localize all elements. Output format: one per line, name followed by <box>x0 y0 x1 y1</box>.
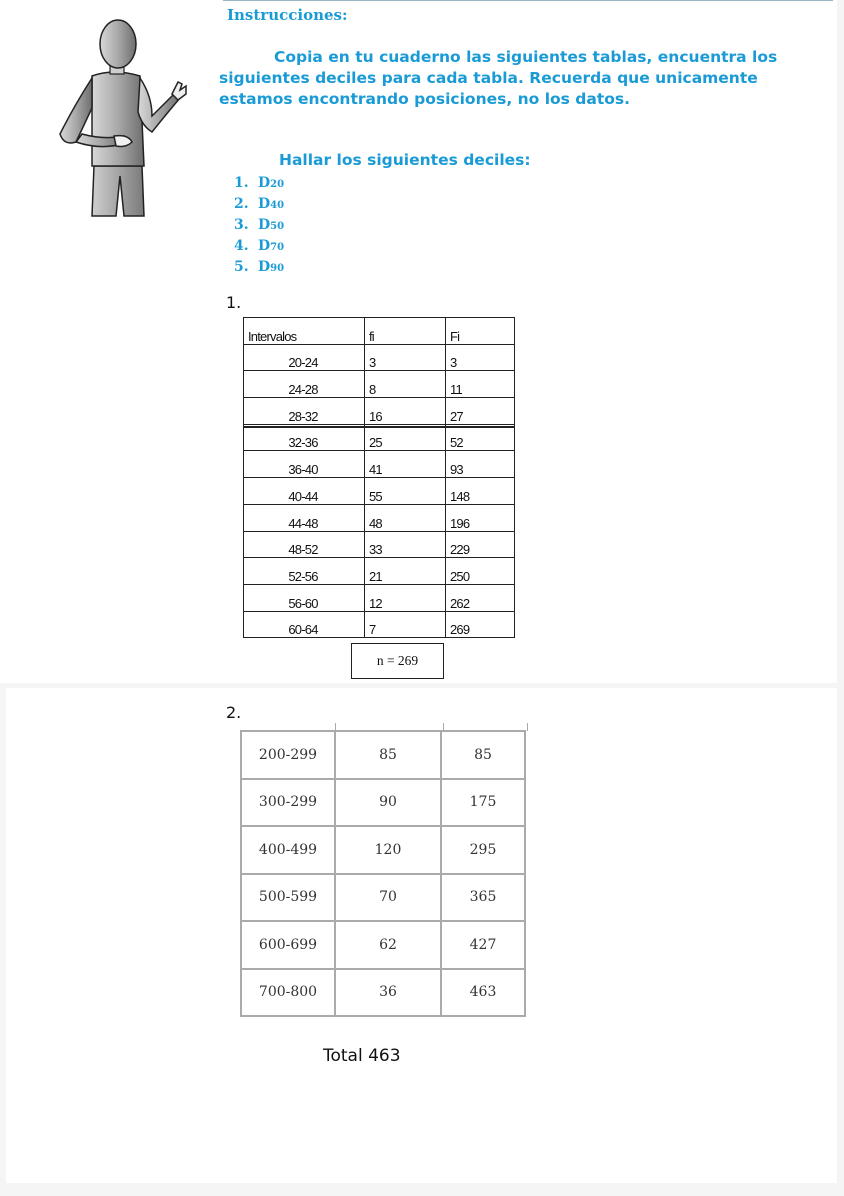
table-cell: 8 <box>365 371 446 398</box>
table-cell: 300-299 <box>241 779 335 827</box>
table-row <box>241 874 525 922</box>
table-cell: 41 <box>365 451 446 478</box>
table-cell: 60-64 <box>244 611 365 638</box>
table2-number: 2. <box>226 703 242 722</box>
table-cell: 600-699 <box>241 921 335 969</box>
table-row <box>244 371 515 398</box>
sample-size-box: n = 269 <box>351 643 444 679</box>
table-cell: 3 <box>365 344 446 371</box>
table-cell: 27 <box>446 398 515 425</box>
list-item: 2. D40 <box>234 196 285 212</box>
table-cell: 3 <box>446 344 515 371</box>
table-cell: 48-52 <box>244 531 365 558</box>
table-cell: 400-499 <box>241 826 335 874</box>
table-row <box>241 779 525 827</box>
table-cell: 269 <box>446 611 515 638</box>
list-item: 1. D20 <box>234 175 285 191</box>
list-item: 5. D90 <box>234 259 285 275</box>
header-rule <box>223 0 833 1</box>
table-row <box>244 398 515 425</box>
table-cell: 90 <box>335 779 441 827</box>
table-row <box>244 451 515 478</box>
list-item: 4. D70 <box>234 238 285 254</box>
table-cell: 196 <box>446 504 515 531</box>
table-cell: 36-40 <box>244 451 365 478</box>
table-row <box>241 731 525 779</box>
table-cell: 40-44 <box>244 478 365 505</box>
deciles-list <box>234 173 284 278</box>
table-cell: 11 <box>446 371 515 398</box>
table-cell: 700-800 <box>241 969 335 1017</box>
table-cell: 365 <box>441 874 525 922</box>
table-cell: 32-36 <box>244 424 365 451</box>
table-header: Fi <box>446 318 515 345</box>
table-tick <box>527 723 528 731</box>
table-row <box>244 504 515 531</box>
frequency-table-2 <box>240 730 526 1017</box>
table-header-row <box>244 318 515 345</box>
table-cell: 463 <box>441 969 525 1017</box>
table-cell: 33 <box>365 531 446 558</box>
table-cell: 85 <box>441 731 525 779</box>
table-row <box>244 558 515 585</box>
table-cell: 229 <box>446 531 515 558</box>
instructions-text: Copia en tu cuaderno las siguientes tablas, encuentra los siguientes deciles para cada tabla. Recuerda que unicamente estamos encontrando posiciones, no los datos. <box>219 48 778 108</box>
table-cell: 500-599 <box>241 874 335 922</box>
frequency-table-1 <box>243 317 515 638</box>
table-cell: 52-56 <box>244 558 365 585</box>
table-cell: 175 <box>441 779 525 827</box>
instructions-title: Instrucciones: <box>227 6 348 24</box>
table-cell: 48 <box>365 504 446 531</box>
table-row <box>244 478 515 505</box>
table-cell: 56-60 <box>244 584 365 611</box>
table-row <box>244 531 515 558</box>
table-cell: 120 <box>335 826 441 874</box>
teacher-figure-illustration <box>52 16 192 219</box>
table-cell: 36 <box>335 969 441 1017</box>
table-cell: 55 <box>365 478 446 505</box>
table-cell: 250 <box>446 558 515 585</box>
table-cell: 25 <box>365 424 446 451</box>
table-row <box>244 584 515 611</box>
table-cell: 44-48 <box>244 504 365 531</box>
table-row <box>244 611 515 638</box>
table-header: fi <box>365 318 446 345</box>
table-row <box>241 826 525 874</box>
table-cell: 85 <box>335 731 441 779</box>
table-row <box>244 344 515 371</box>
table-cell: 427 <box>441 921 525 969</box>
table-cell: 200-299 <box>241 731 335 779</box>
table-cell: 70 <box>335 874 441 922</box>
table-row <box>244 424 515 451</box>
table-cell: 62 <box>335 921 441 969</box>
table-cell: 262 <box>446 584 515 611</box>
table-cell: 20-24 <box>244 344 365 371</box>
table-row <box>241 921 525 969</box>
table-cell: 7 <box>365 611 446 638</box>
deciles-heading: Hallar los siguientes deciles: <box>279 151 531 169</box>
table2-total: Total 463 <box>323 1046 401 1066</box>
table-cell: 93 <box>446 451 515 478</box>
table-row <box>241 969 525 1017</box>
table-cell: 12 <box>365 584 446 611</box>
table1-number: 1. <box>226 293 242 312</box>
table-cell: 295 <box>441 826 525 874</box>
table-cell: 52 <box>446 424 515 451</box>
table-cell: 28-32 <box>244 398 365 425</box>
table-cell: 21 <box>365 558 446 585</box>
table-header: Intervalos <box>244 318 365 345</box>
table-cell: 16 <box>365 398 446 425</box>
table-cell: 148 <box>446 478 515 505</box>
list-item: 3. D50 <box>234 217 285 233</box>
table-divider-line <box>243 426 515 428</box>
table-cell: 24-28 <box>244 371 365 398</box>
